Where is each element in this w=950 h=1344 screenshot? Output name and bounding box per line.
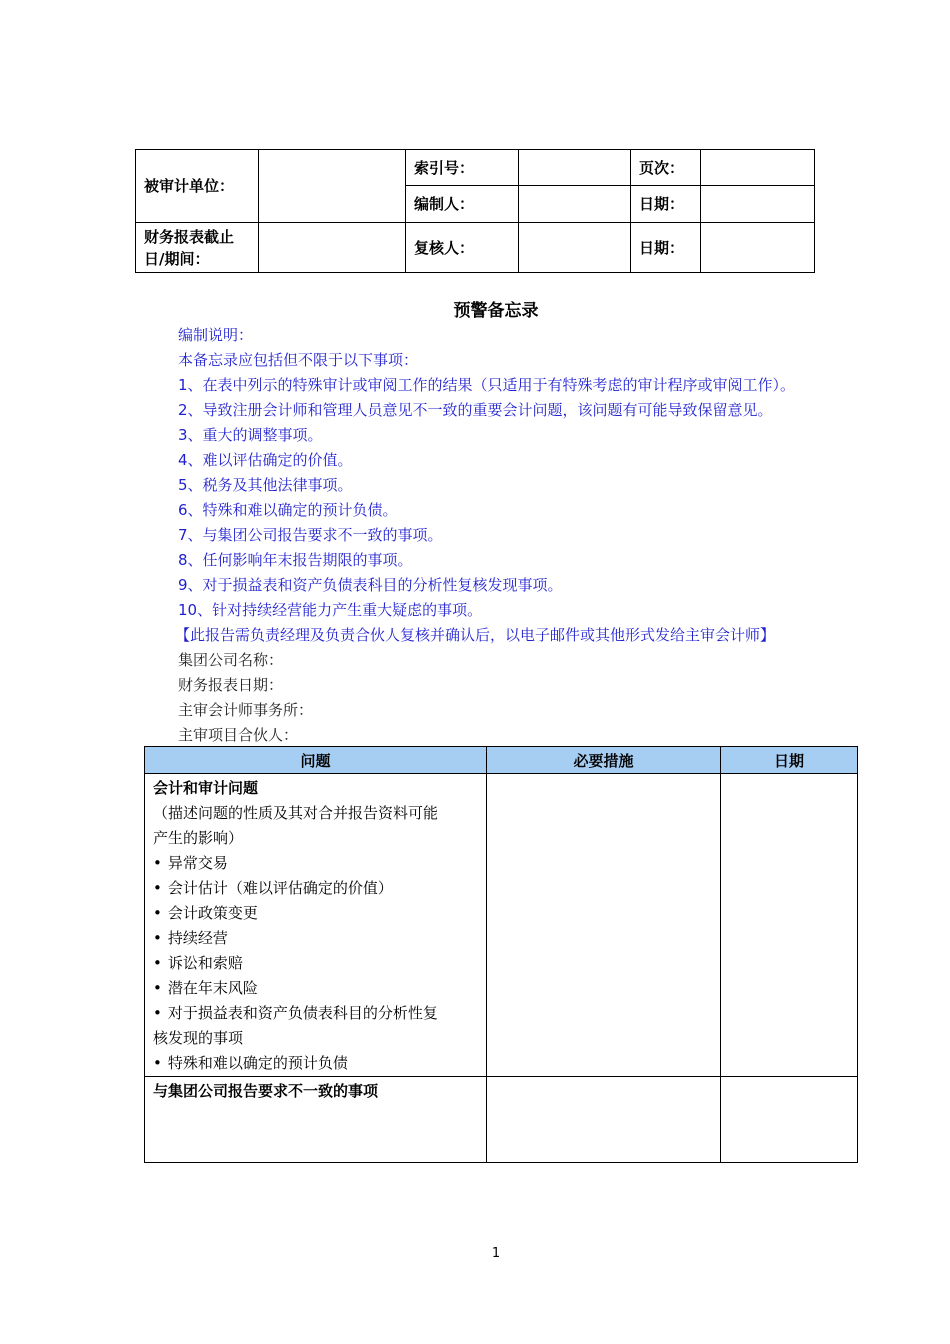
- reviewed-by-label: 复核人：: [406, 223, 519, 273]
- section-description: 产生的影响）: [153, 829, 244, 847]
- instruction-item: 3、重大的调整事项。: [178, 426, 323, 444]
- instruction-item: 4、难以评估确定的价值。: [178, 451, 353, 469]
- page-label: 页次：: [631, 150, 701, 186]
- page-title: 预警备忘录: [453, 301, 539, 321]
- date-cell-group-reporting[interactable]: [721, 1077, 858, 1163]
- col-header-date: 日期: [721, 747, 858, 774]
- bullet-item: • 诉讼和索赔: [153, 951, 478, 976]
- report-date-field: 财务报表日期：: [178, 676, 284, 694]
- page-number: 1: [491, 1246, 501, 1261]
- group-company-field: 集团公司名称：: [178, 651, 284, 669]
- index-label: 索引号：: [406, 150, 519, 186]
- instruction-item: 2、导致注册会计师和管理人员意见不一致的重要会计问题，该问题有可能导致保留意见。: [178, 401, 773, 419]
- period-value[interactable]: [259, 223, 406, 273]
- issue-cell-accounting[interactable]: [145, 774, 487, 1077]
- section-title-accounting: 会计和审计问题: [153, 779, 259, 797]
- instructions-heading: 编制说明：: [178, 326, 254, 344]
- instruction-item: 1、在表中列示的特殊审计或审阅工作的结果（只适用于有特殊考虑的审计程序或审阅工作）。: [178, 376, 796, 394]
- action-cell-accounting[interactable]: [487, 774, 721, 1077]
- bullet-item: • 特殊和难以确定的预计负债: [153, 1051, 478, 1076]
- review-date-label: 日期：: [631, 223, 701, 273]
- section-description: （描述问题的性质及其对合并报告资料可能: [153, 804, 439, 822]
- prepared-by-value[interactable]: [519, 186, 631, 223]
- header-info-table: [135, 149, 815, 273]
- review-date-value[interactable]: [701, 223, 815, 273]
- instruction-item: 6、特殊和难以确定的预计负债。: [178, 501, 398, 519]
- lead-firm-field: 主审会计师事务所：: [178, 701, 314, 719]
- audited-unit-label: 被审计单位：: [136, 150, 259, 223]
- instruction-item: 5、税务及其他法律事项。: [178, 476, 353, 494]
- index-value[interactable]: [519, 150, 631, 186]
- instruction-item: 10、针对持续经营能力产生重大疑虑的事项。: [178, 601, 483, 619]
- page-value[interactable]: [701, 150, 815, 186]
- prepared-by-label: 编制人：: [406, 186, 519, 223]
- period-label: 财务报表截止日/期间：: [136, 223, 259, 273]
- bullet-item: • 对于损益表和资产负债表科目的分析性复: [153, 1001, 478, 1026]
- col-header-issue: 问题: [145, 747, 487, 774]
- date-cell-accounting[interactable]: [721, 774, 858, 1077]
- date-label: 日期：: [631, 186, 701, 223]
- bullet-item: • 持续经营: [153, 926, 478, 951]
- bullet-item-continuation: 核发现的事项: [153, 1029, 244, 1047]
- instruction-item: 7、与集团公司报告要求不一致的事项。: [178, 526, 443, 544]
- bullet-item: • 异常交易: [153, 851, 478, 876]
- instructions-intro: 本备忘录应包括但不限于以下事项：: [178, 351, 419, 369]
- bullet-item: • 会计政策变更: [153, 901, 478, 926]
- lead-partner-field: 主审项目合伙人：: [178, 726, 299, 744]
- bullet-item: • 潜在年末风险: [153, 976, 478, 1001]
- bullet-item: • 会计估计（难以评估确定的价值）: [153, 876, 478, 901]
- col-header-action: 必要措施: [487, 747, 721, 774]
- instructions-note: 【此报告需负责经理及负责合伙人复核并确认后，以电子邮件或其他形式发给主审会计师】: [175, 626, 776, 644]
- issues-table: [144, 746, 858, 1163]
- instruction-item: 8、任何影响年末报告期限的事项。: [178, 551, 413, 569]
- action-cell-group-reporting[interactable]: [487, 1077, 721, 1163]
- date-value[interactable]: [701, 186, 815, 223]
- instruction-item: 9、对于损益表和资产负债表科目的分析性复核发现事项。: [178, 576, 563, 594]
- reviewed-by-value[interactable]: [519, 223, 631, 273]
- audited-unit-value[interactable]: [259, 150, 406, 223]
- section-title-group-reporting: 与集团公司报告要求不一致的事项: [153, 1082, 379, 1100]
- issue-cell-group-reporting[interactable]: [145, 1077, 487, 1163]
- instructions-block: [175, 323, 938, 748]
